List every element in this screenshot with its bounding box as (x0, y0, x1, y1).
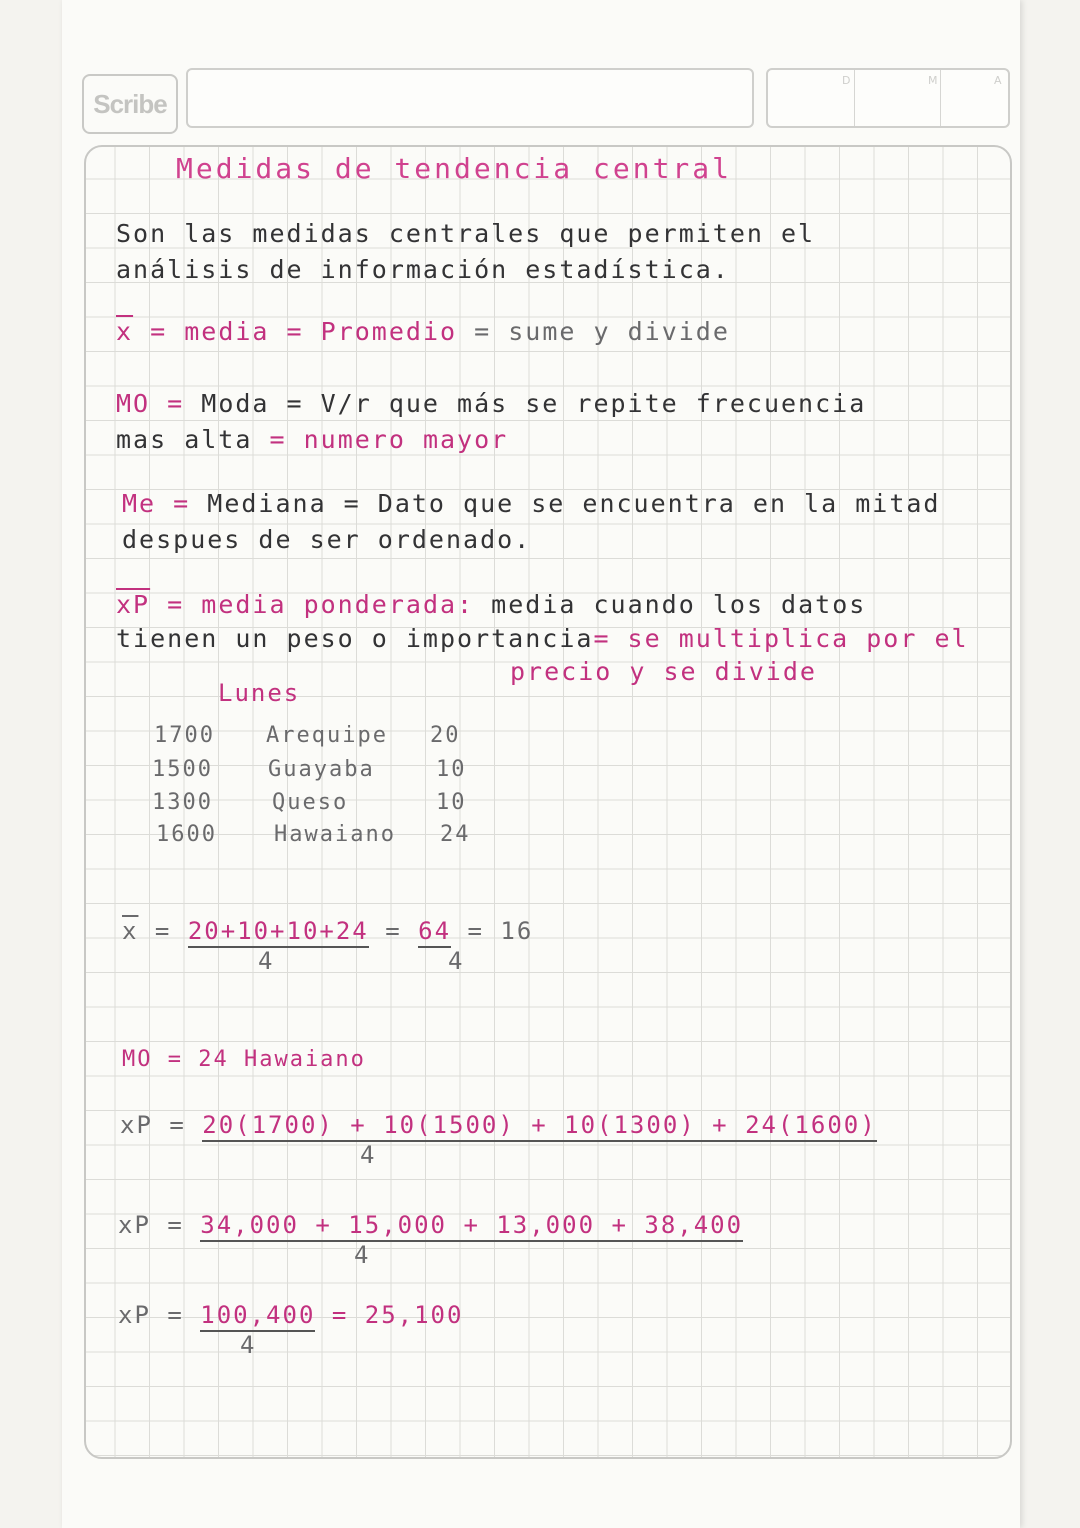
moda-note: = numero mayor (269, 425, 509, 454)
mean-denominator: 4 (258, 947, 275, 975)
mean-numerator: 20+10+10+24 (188, 917, 369, 948)
table-cell-qty: 24 (440, 822, 471, 847)
moda-line-2 (116, 425, 508, 454)
table-cell-name: Arequipe (266, 723, 388, 748)
mediana-text: Mediana = Dato que se encuentra en la mitad (207, 489, 941, 518)
weighted-numerator-2: 34,000 + 15,000 + 13,000 + 38,400 (200, 1211, 743, 1242)
weighted-symbol-3: xP = (118, 1301, 184, 1329)
media-note: = sume y divide (474, 317, 730, 346)
table-cell-price: 1700 (154, 723, 215, 748)
weighted-result: = 25,100 (331, 1301, 464, 1329)
ponderada-text-2: tienen un peso o importancia (116, 624, 594, 653)
grid-paper (84, 145, 1012, 1459)
moda-text: Moda = V/r que más se repite frecuencia (201, 389, 867, 418)
table-cell-price: 1300 (152, 790, 213, 815)
mediana-label: Me = (122, 489, 208, 518)
mean-symbol: $\overline{x}$ (122, 917, 139, 945)
date-field-box (766, 68, 1010, 128)
table-cell-name: Queso (272, 790, 349, 815)
media-symbol: $\overline{x}$ (116, 317, 134, 346)
weighted-symbol-1: xP = (120, 1111, 186, 1139)
ponderada-line-1 (116, 590, 866, 619)
date-label-day: D (842, 74, 851, 87)
moda-text-2: mas alta (116, 425, 253, 454)
table-cell-qty: 10 (436, 757, 467, 782)
table-cell-price: 1600 (156, 822, 217, 847)
weighted-calc-3 (118, 1301, 463, 1329)
page-title: Medidas de tendencia central (176, 152, 733, 185)
weighted-calc-1 (120, 1111, 877, 1139)
weighted-numerator-3: 100,400 (200, 1301, 315, 1332)
weighted-symbol-2: xP = (118, 1211, 184, 1239)
table-cell-price: 1500 (152, 757, 213, 782)
ponderada-label: = media ponderada: (167, 590, 475, 619)
moda-line-1 (116, 389, 866, 418)
ponderada-symbol: $\overline{xP}$ (116, 590, 151, 619)
brand-logo: Scribe (82, 74, 178, 134)
weighted-denominator-1: 4 (360, 1141, 377, 1169)
mode-result: MO = 24 Hawaiano (122, 1047, 366, 1072)
weighted-calc-2 (118, 1211, 743, 1239)
table-heading: Lunes (218, 679, 301, 707)
date-divider (854, 70, 855, 126)
table-cell-qty: 20 (430, 723, 461, 748)
ponderada-text: media cuando los datos (491, 590, 867, 619)
moda-label: MO = (116, 389, 202, 418)
mean-calc: $\overline{x} = 20+10+10+24 = 64 = 16$ (122, 917, 533, 945)
intro-line-1: Son las medidas centrales que permiten el (116, 219, 816, 248)
date-label-month: M (928, 74, 938, 87)
media-definition (116, 317, 730, 346)
weighted-numerator-1: 20(1700) + 10(1500) + 10(1300) + 24(1600) (202, 1111, 876, 1142)
weighted-denominator-3: 4 (240, 1331, 257, 1359)
ponderada-note: = se multiplica por el (593, 624, 969, 653)
weighted-denominator-2: 4 (354, 1241, 371, 1269)
mean-denominator-2: 4 (448, 947, 465, 975)
mediana-line-2: despues de ser ordenado. (122, 525, 532, 554)
media-text: = media = Promedio (150, 317, 458, 346)
table-cell-name: Guayaba (268, 757, 375, 782)
table-cell-qty: 10 (436, 790, 467, 815)
title-field-box (186, 68, 754, 128)
mean-numerator-2: 64 (418, 917, 451, 948)
mean-result: = 16 (467, 917, 534, 945)
ponderada-line-2 (116, 624, 969, 653)
mediana-line-1 (122, 489, 940, 518)
intro-line-2: análisis de información estadística. (116, 255, 730, 284)
date-divider (940, 70, 941, 126)
table-cell-name: Hawaiano (274, 822, 396, 847)
ponderada-line-3: precio y se divide (510, 657, 817, 686)
date-label-year: A (994, 74, 1002, 87)
